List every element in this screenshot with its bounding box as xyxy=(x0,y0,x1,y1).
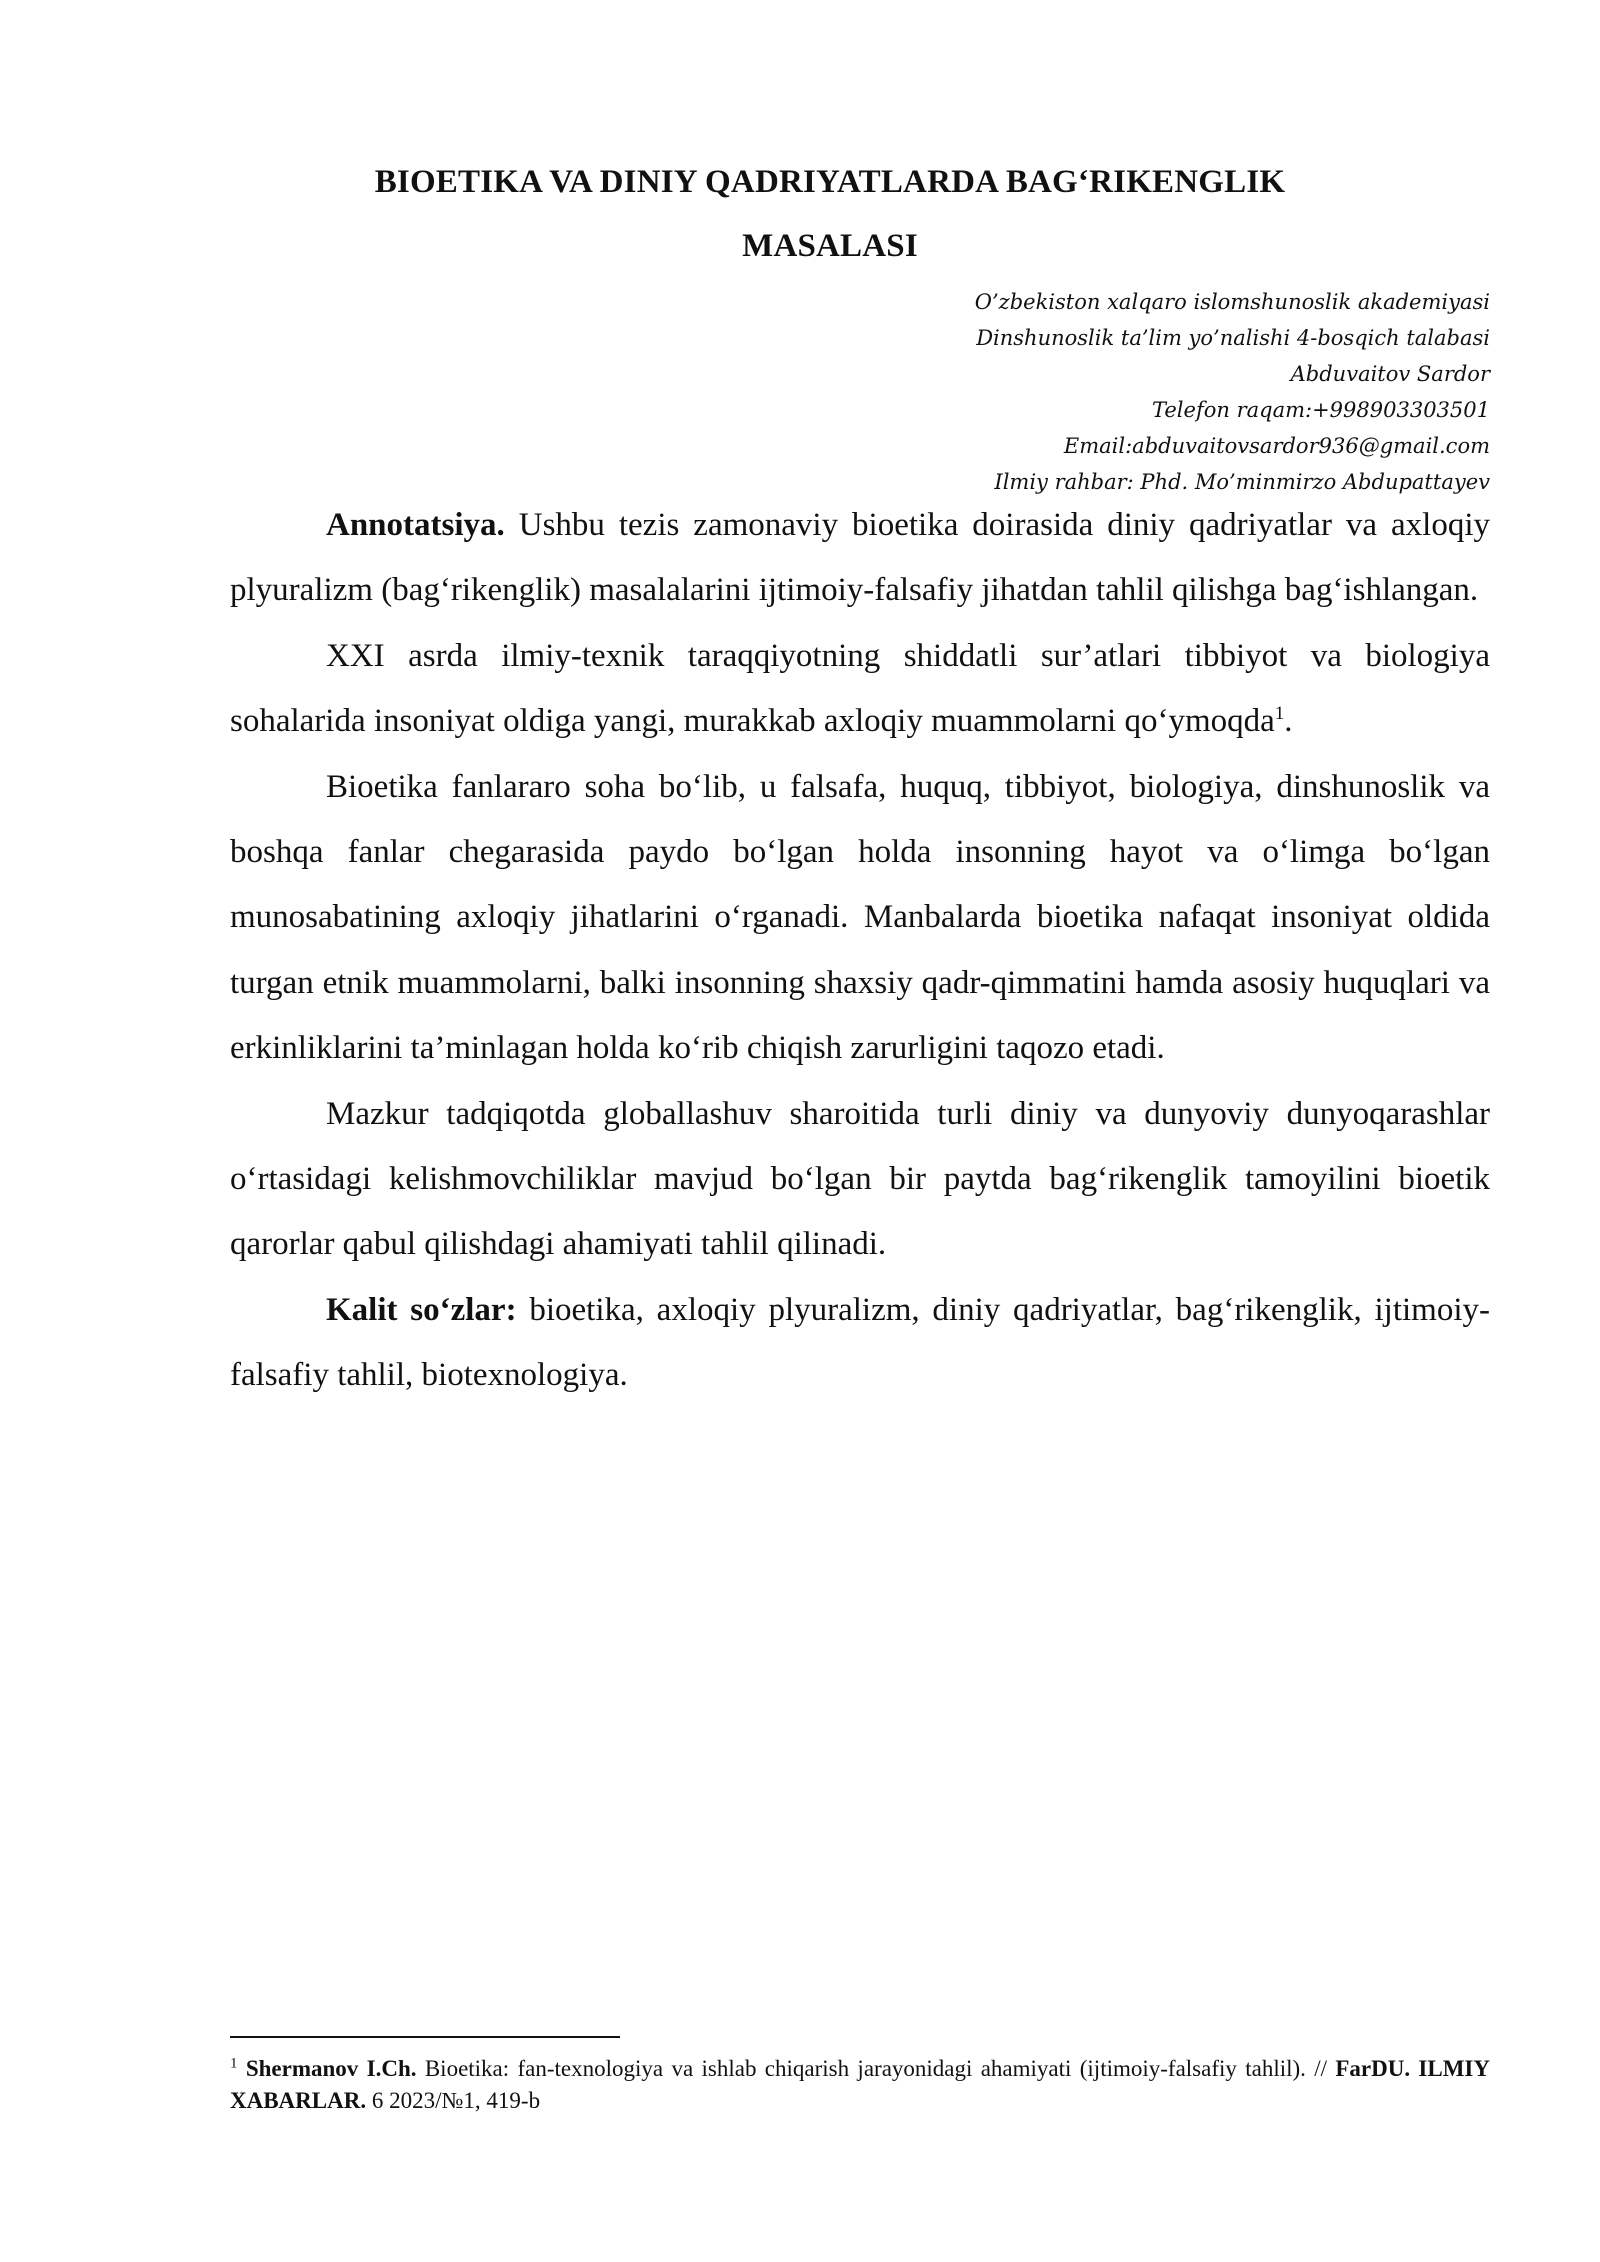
paragraph-1-end: . xyxy=(1284,703,1293,740)
paragraph-1-text: XXI asrda ilmiy-texnik taraqqiyotning shiddatli sur’atlari tibbiyot va biologiya sohalarida insoniyat oldiga yangi, murakkab axloqiy muammolarni qo‘ymoqda xyxy=(230,637,1490,740)
author-name: Abduvaitov Sardor xyxy=(1290,362,1490,386)
footnote-number: 1 xyxy=(230,2055,238,2072)
author-phone: Telefon raqam:+998903303501 xyxy=(1152,398,1490,422)
keywords-label: Kalit so‘zlar: xyxy=(326,1291,517,1328)
keywords-text: bioetika, axloqiy plyuralizm, diniy qadriyatlar, bag‘rikenglik, ijtimoiy-falsafiy tahlil, biotexnologiya. xyxy=(230,1291,1490,1394)
footnote xyxy=(230,2053,1490,2117)
annotation-text: Ushbu tezis zamonaviy bioetika doirasida diniy qadriyatlar va axloqiy plyuralizm (bag‘rikenglik) masalalarini ijtimoiy-falsafiy jihatdan tahlil qilishga bag‘ishlangan. xyxy=(230,507,1490,609)
body-paragraph-1 xyxy=(230,624,1490,755)
title-line-1: BIOETIKA VA DINIY QADRIYATLARDA BAG‘RIKENGLIK xyxy=(374,164,1286,200)
footnote-journal: FarDU. ILMIY XABARLAR. xyxy=(230,2056,1490,2113)
author-email: Email:abduvaitovsardor936@gmail.com xyxy=(1063,434,1490,458)
annotation-label: Annotatsiya. xyxy=(326,507,505,543)
body-paragraph-3: Mazkur tadqiqotda globallashuv sharoitida turli diniy va dunyoviy dunyoqarashlar o‘rtasidagi kelishmovchiliklar mavjud bo‘lgan bir paytda bag‘rikenglik tamoyilini bioetik qarorlar qabul qilishdagi ahamiyati tahlil qilinadi. xyxy=(230,1095,1490,1263)
study-program: Dinshunoslik ta’lim yo’nalishi 4-bosqich talabasi xyxy=(976,326,1490,350)
footnote-text: Bioetika: fan-texnologiya va ishlab chiqarish jarayonidagi ahamiyati (ijtimoiy-falsafiy tahlil). // xyxy=(416,2056,1336,2081)
footnote-author: Shermanov I.Ch. xyxy=(245,2056,417,2081)
title-line-2: MASALASI xyxy=(742,228,918,264)
author-affiliation xyxy=(590,284,1490,500)
footnote-issue: 6 2023/№1, 419-b xyxy=(366,2088,541,2113)
institution: O’zbekiston xalqaro islomshunoslik akademiyasi xyxy=(974,290,1490,314)
document-body xyxy=(230,493,1490,1409)
supervisor: Ilmiy rahbar: Phd. Mo’minmirzo Abdupattayev xyxy=(994,470,1490,494)
keywords-paragraph xyxy=(230,1278,1490,1409)
footnote-reference[interactable]: 1 xyxy=(1274,703,1285,725)
footnote-divider xyxy=(230,2036,620,2038)
annotation-paragraph xyxy=(230,493,1490,624)
body-paragraph-2: Bioetika fanlararo soha bo‘lib, u falsafa, huquq, tibbiyot, biologiya, dinshunoslik va boshqa fanlar chegarasida paydo bo‘lgan holda insonning hayot va o‘limga bo‘lgan munosabatining axloqiy jihatlarini o‘rganadi. Manbalarda bioetika nafaqat insoniyat oldida turgan etnik muammolarni, balki insonning shaxsiy qadr-qimmatini hamda asosiy huquqlari va erkinliklarini ta’minlagan holda ko‘rib chiqish zarurligini taqozo etadi. xyxy=(230,768,1490,1067)
page-title xyxy=(230,150,1430,278)
